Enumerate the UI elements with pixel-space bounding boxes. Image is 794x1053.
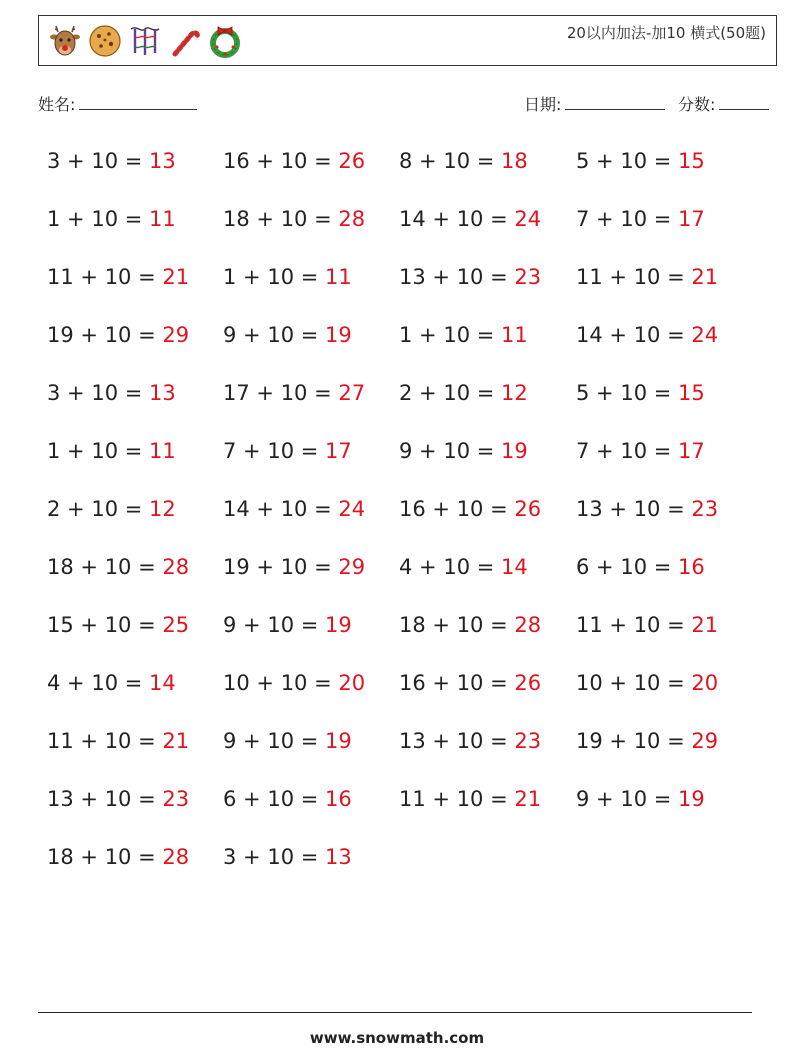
addend-a: 11 — [576, 613, 603, 637]
answer: 21 — [691, 265, 719, 289]
addend-a: 13 — [576, 497, 603, 521]
addend-a: 18 — [47, 845, 74, 869]
addend-b: 10 — [104, 845, 132, 869]
addend-a: 10 — [223, 671, 250, 695]
addend-a: 3 — [223, 845, 237, 869]
answer: 21 — [162, 729, 190, 753]
addend-b: 10 — [267, 323, 295, 347]
problem-item: 11 + 10 = 21 — [576, 265, 719, 289]
addend-b: 10 — [104, 265, 132, 289]
addend-a: 19 — [576, 729, 603, 753]
score-field — [678, 92, 769, 115]
addend-a: 9 — [223, 729, 237, 753]
answer: 12 — [501, 381, 528, 405]
addend-b: 10 — [456, 671, 484, 695]
name-blank[interactable] — [79, 95, 197, 110]
addend-a: 14 — [399, 207, 426, 231]
answer: 17 — [678, 439, 705, 463]
addend-b: 10 — [443, 381, 471, 405]
addend-b: 10 — [633, 729, 661, 753]
problem-item: 2 + 10 = 12 — [399, 381, 528, 405]
addend-b: 10 — [620, 555, 648, 579]
addend-b: 10 — [620, 439, 648, 463]
problem-item: 1 + 10 = 11 — [399, 323, 528, 347]
addend-b: 10 — [456, 265, 484, 289]
string-lights-icon — [127, 23, 163, 59]
problem-item: 18 + 10 = 28 — [399, 613, 542, 637]
addend-b: 10 — [443, 555, 471, 579]
problem-item: 19 + 10 = 29 — [223, 555, 366, 579]
addend-a: 18 — [47, 555, 74, 579]
addend-b: 10 — [620, 149, 648, 173]
problem-item: 13 + 10 = 23 — [47, 787, 190, 811]
answer: 11 — [325, 265, 352, 289]
addend-b: 10 — [91, 381, 119, 405]
problem-item: 6 + 10 = 16 — [223, 787, 352, 811]
problem-item: 7 + 10 = 17 — [223, 439, 352, 463]
problem-item: 9 + 10 = 19 — [223, 323, 352, 347]
problem-item: 13 + 10 = 23 — [399, 265, 542, 289]
problem-item: 13 + 10 = 23 — [576, 497, 719, 521]
addend-b: 10 — [633, 497, 661, 521]
problem-item: 1 + 10 = 11 — [47, 439, 176, 463]
addend-b: 10 — [267, 439, 295, 463]
addend-b: 10 — [104, 323, 132, 347]
answer: 15 — [678, 381, 705, 405]
addend-b: 10 — [633, 671, 661, 695]
answer: 19 — [325, 613, 352, 637]
problem-item: 7 + 10 = 17 — [576, 439, 705, 463]
addend-a: 5 — [576, 381, 590, 405]
answer: 19 — [325, 323, 352, 347]
problem-item: 5 + 10 = 15 — [576, 381, 705, 405]
addend-b: 10 — [267, 787, 295, 811]
addend-b: 10 — [456, 613, 484, 637]
date-label: 日期: — [524, 95, 562, 114]
addend-a: 13 — [399, 729, 426, 753]
addend-b: 10 — [104, 787, 132, 811]
problem-item: 14 + 10 = 24 — [223, 497, 366, 521]
answer: 20 — [338, 671, 366, 695]
problem-item: 15 + 10 = 25 — [47, 613, 190, 637]
answer: 25 — [162, 613, 190, 637]
answer: 21 — [162, 265, 190, 289]
addend-b: 10 — [633, 265, 661, 289]
answer: 19 — [501, 439, 528, 463]
addend-b: 10 — [267, 729, 295, 753]
answer: 28 — [514, 613, 542, 637]
addend-a: 7 — [576, 207, 590, 231]
problem-item: 18 + 10 = 28 — [47, 555, 190, 579]
addend-b: 10 — [267, 845, 295, 869]
problem-item: 8 + 10 = 18 — [399, 149, 528, 173]
addend-a: 16 — [399, 671, 426, 695]
problem-item: 3 + 10 = 13 — [47, 381, 176, 405]
addend-a: 7 — [576, 439, 590, 463]
addend-a: 1 — [399, 323, 413, 347]
answer: 11 — [149, 207, 176, 231]
addend-a: 18 — [223, 207, 250, 231]
addend-a: 11 — [47, 729, 74, 753]
answer: 27 — [338, 381, 366, 405]
addend-a: 16 — [399, 497, 426, 521]
addend-a: 3 — [47, 149, 61, 173]
answer: 11 — [149, 439, 176, 463]
addend-a: 1 — [223, 265, 237, 289]
problem-item: 11 + 10 = 21 — [576, 613, 719, 637]
addend-a: 14 — [576, 323, 603, 347]
answer: 23 — [691, 497, 719, 521]
addend-b: 10 — [104, 555, 132, 579]
addend-a: 1 — [47, 439, 61, 463]
addend-b: 10 — [280, 149, 308, 173]
addend-b: 10 — [456, 787, 484, 811]
name-field — [38, 92, 197, 115]
answer: 18 — [501, 149, 528, 173]
addend-a: 19 — [47, 323, 74, 347]
addend-b: 10 — [443, 149, 471, 173]
addend-b: 10 — [620, 381, 648, 405]
problem-item: 19 + 10 = 29 — [576, 729, 719, 753]
answer: 26 — [514, 671, 542, 695]
problem-item: 11 + 10 = 21 — [47, 265, 190, 289]
addend-b: 10 — [633, 613, 661, 637]
answer: 14 — [501, 555, 528, 579]
addend-b: 10 — [280, 671, 308, 695]
addend-a: 16 — [223, 149, 250, 173]
problem-item: 9 + 10 = 19 — [223, 613, 352, 637]
answer: 24 — [514, 207, 542, 231]
answer: 17 — [678, 207, 705, 231]
addend-b: 10 — [280, 207, 308, 231]
problem-item: 11 + 10 = 21 — [47, 729, 190, 753]
wreath-icon — [207, 23, 243, 59]
problem-item: 4 + 10 = 14 — [399, 555, 528, 579]
answer: 16 — [325, 787, 352, 811]
answer: 13 — [325, 845, 352, 869]
addend-a: 2 — [399, 381, 413, 405]
problem-item: 3 + 10 = 13 — [47, 149, 176, 173]
addend-b: 10 — [104, 729, 132, 753]
problem-item: 9 + 10 = 19 — [576, 787, 705, 811]
problem-item: 2 + 10 = 12 — [47, 497, 176, 521]
answer: 23 — [162, 787, 190, 811]
answer: 26 — [338, 149, 366, 173]
date-field — [524, 92, 665, 115]
addend-a: 19 — [223, 555, 250, 579]
problem-item: 11 + 10 = 21 — [399, 787, 542, 811]
worksheet-title: 20以内加法-加10 横式(50题) — [566, 24, 766, 42]
problem-item: 1 + 10 = 11 — [223, 265, 352, 289]
answer: 26 — [514, 497, 542, 521]
answer: 13 — [149, 381, 176, 405]
addend-a: 15 — [47, 613, 74, 637]
addend-a: 4 — [399, 555, 413, 579]
problem-item: 16 + 10 = 26 — [399, 497, 542, 521]
addend-a: 11 — [576, 265, 603, 289]
addend-a: 13 — [399, 265, 426, 289]
answer: 23 — [514, 265, 542, 289]
addend-a: 3 — [47, 381, 61, 405]
addend-b: 10 — [443, 323, 471, 347]
problem-item: 3 + 10 = 13 — [223, 845, 352, 869]
answer: 13 — [149, 149, 176, 173]
problem-item: 18 + 10 = 28 — [47, 845, 190, 869]
problem-item: 10 + 10 = 20 — [576, 671, 719, 695]
problem-item: 10 + 10 = 20 — [223, 671, 366, 695]
date-blank[interactable] — [565, 95, 665, 110]
addend-b: 10 — [104, 613, 132, 637]
addend-b: 10 — [267, 265, 295, 289]
addend-b: 10 — [91, 497, 119, 521]
addend-a: 5 — [576, 149, 590, 173]
addend-b: 10 — [456, 729, 484, 753]
addend-a: 9 — [223, 323, 237, 347]
addend-b: 10 — [91, 149, 119, 173]
header-box — [38, 15, 777, 66]
answer: 24 — [338, 497, 366, 521]
score-label: 分数: — [678, 95, 716, 114]
addend-a: 10 — [576, 671, 603, 695]
addend-a: 9 — [576, 787, 590, 811]
addend-b: 10 — [267, 613, 295, 637]
addend-b: 10 — [633, 323, 661, 347]
answer: 21 — [514, 787, 542, 811]
answer: 14 — [149, 671, 176, 695]
addend-b: 10 — [91, 439, 119, 463]
addend-a: 7 — [223, 439, 237, 463]
problem-item: 16 + 10 = 26 — [399, 671, 542, 695]
problem-item: 5 + 10 = 15 — [576, 149, 705, 173]
problem-item: 14 + 10 = 24 — [399, 207, 542, 231]
answer: 23 — [514, 729, 542, 753]
addend-b: 10 — [620, 787, 648, 811]
addend-a: 9 — [223, 613, 237, 637]
addend-b: 10 — [91, 207, 119, 231]
answer: 28 — [162, 555, 190, 579]
addend-a: 8 — [399, 149, 413, 173]
addend-a: 14 — [223, 497, 250, 521]
answer: 28 — [338, 207, 366, 231]
addend-a: 13 — [47, 787, 74, 811]
problem-item: 6 + 10 = 16 — [576, 555, 705, 579]
addend-a: 18 — [399, 613, 426, 637]
addend-a: 11 — [47, 265, 74, 289]
answer: 28 — [162, 845, 190, 869]
answer: 15 — [678, 149, 705, 173]
answer: 17 — [325, 439, 352, 463]
answer: 21 — [691, 613, 719, 637]
answer: 16 — [678, 555, 705, 579]
addend-b: 10 — [456, 497, 484, 521]
addend-a: 4 — [47, 671, 61, 695]
answer: 29 — [162, 323, 190, 347]
addend-a: 6 — [223, 787, 237, 811]
addend-a: 17 — [223, 381, 250, 405]
cookie-icon — [87, 23, 123, 59]
problem-item: 18 + 10 = 28 — [223, 207, 366, 231]
addend-a: 2 — [47, 497, 61, 521]
score-blank[interactable] — [719, 95, 769, 110]
footer-url: www.snowmath.com — [309, 1029, 485, 1047]
problem-item: 13 + 10 = 23 — [399, 729, 542, 753]
reindeer-icon — [47, 23, 83, 59]
addend-b: 10 — [443, 439, 471, 463]
addend-a: 9 — [399, 439, 413, 463]
answer: 24 — [691, 323, 719, 347]
icon-strip — [47, 23, 243, 59]
answer: 19 — [678, 787, 705, 811]
problem-item: 9 + 10 = 19 — [223, 729, 352, 753]
answer: 20 — [691, 671, 719, 695]
problem-item: 9 + 10 = 19 — [399, 439, 528, 463]
answer: 12 — [149, 497, 176, 521]
answer: 29 — [691, 729, 719, 753]
problem-item: 7 + 10 = 17 — [576, 207, 705, 231]
addend-b: 10 — [91, 671, 119, 695]
addend-b: 10 — [456, 207, 484, 231]
problem-item: 1 + 10 = 11 — [47, 207, 176, 231]
footer-divider — [38, 1012, 752, 1013]
problem-item: 4 + 10 = 14 — [47, 671, 176, 695]
addend-a: 6 — [576, 555, 590, 579]
name-label: 姓名: — [38, 95, 76, 114]
addend-a: 1 — [47, 207, 61, 231]
answer: 29 — [338, 555, 366, 579]
addend-b: 10 — [620, 207, 648, 231]
addend-b: 10 — [280, 381, 308, 405]
addend-b: 10 — [280, 497, 308, 521]
problem-item: 16 + 10 = 26 — [223, 149, 366, 173]
answer: 11 — [501, 323, 528, 347]
candy-cane-icon — [167, 23, 203, 59]
answer: 19 — [325, 729, 352, 753]
addend-a: 11 — [399, 787, 426, 811]
problem-item: 17 + 10 = 27 — [223, 381, 366, 405]
problem-item: 14 + 10 = 24 — [576, 323, 719, 347]
problem-item: 19 + 10 = 29 — [47, 323, 190, 347]
addend-b: 10 — [280, 555, 308, 579]
